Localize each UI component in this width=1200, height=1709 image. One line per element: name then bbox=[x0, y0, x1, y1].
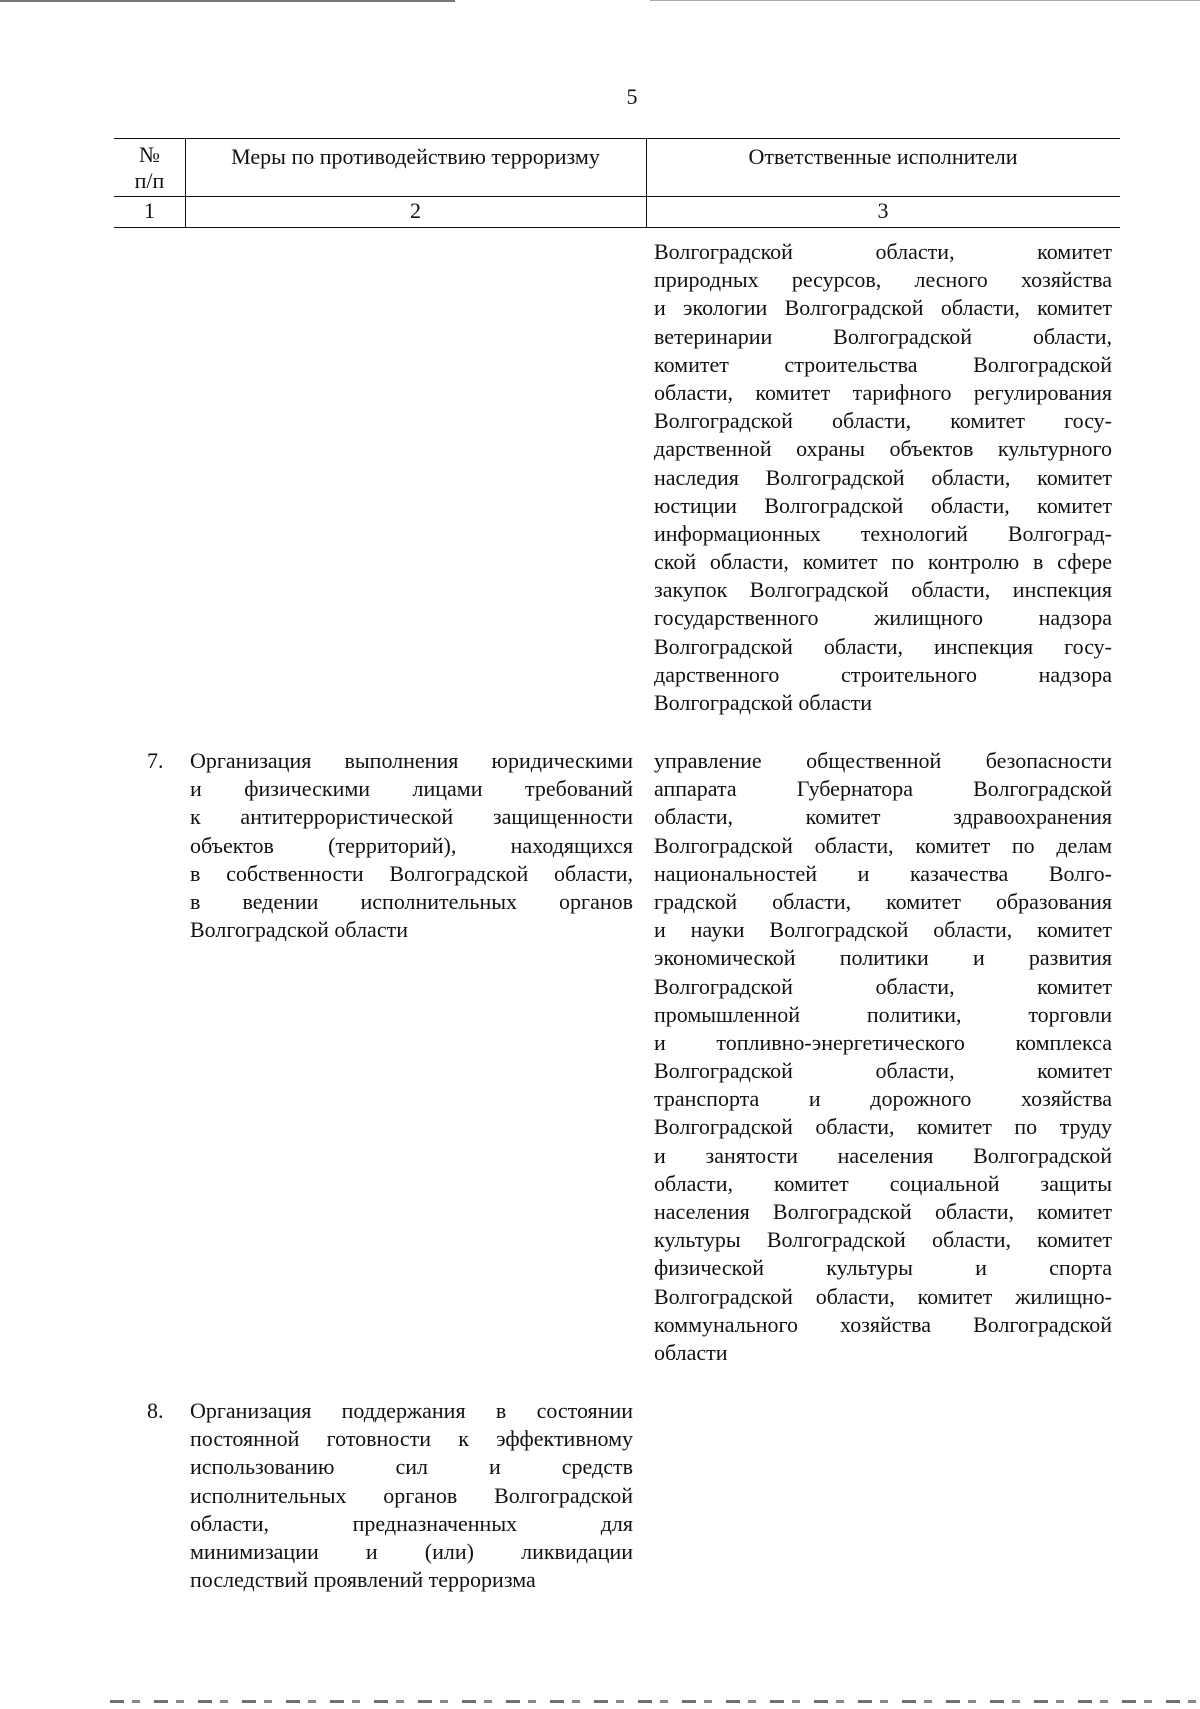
text-line: Волгоградской области bbox=[654, 690, 872, 715]
text-line: Организация выполнения юридическими bbox=[190, 748, 633, 773]
row-measure-text bbox=[190, 747, 633, 944]
text-line: области, комитет социальной защиты bbox=[654, 1170, 1112, 1196]
text-line: Волгоградской области, комитет по делам bbox=[654, 832, 1112, 858]
text-line: использованию сил и средств bbox=[190, 1454, 633, 1480]
text-line: комитет строительства Волгоградской bbox=[654, 351, 1112, 377]
scan-edge-top bbox=[0, 0, 455, 2]
text-line: последствий проявлений терроризма bbox=[190, 1567, 536, 1593]
text-line: Волгоградской области, комитет жилищно- bbox=[654, 1283, 1112, 1309]
text-line: дарственной охраны объектов культурного bbox=[654, 436, 1112, 462]
text-line: Волгоградской области, комитет по труду bbox=[654, 1114, 1112, 1140]
text-line: и физическими лицами требований bbox=[190, 776, 633, 802]
row-measure-text bbox=[190, 1397, 633, 1594]
text-line: информационных технологий Волгоград- bbox=[654, 520, 1112, 546]
header-mid-rule bbox=[114, 196, 1120, 197]
text-line: управление общественной безопасности bbox=[654, 748, 1112, 773]
text-line: и занятости населения Волгоградской bbox=[654, 1142, 1112, 1168]
text-line: наследия Волгоградской области, комитет bbox=[654, 464, 1112, 490]
text-line: транспорта и дорожного хозяйства bbox=[654, 1086, 1112, 1112]
text-line: аппарата Губернатора Волгоградской bbox=[654, 776, 1112, 802]
header-num-1: 1 bbox=[144, 198, 155, 223]
text-line: дарственного строительного надзора bbox=[654, 661, 1112, 687]
text-line: и топливно-энергетического комплекса bbox=[654, 1029, 1112, 1055]
page-number: 5 bbox=[626, 84, 638, 109]
text-line: Волгоградской области, комитет bbox=[654, 973, 1112, 999]
text-line: Волгоградской области, комитет bbox=[654, 239, 1112, 264]
text-line: культуры Волгоградской области, комитет bbox=[654, 1227, 1112, 1253]
text-line: Волгоградской области, комитет госу- bbox=[654, 408, 1112, 434]
text-line: области, комитет здравоохранения bbox=[654, 804, 1112, 830]
text-line: экономической политики и развития bbox=[654, 945, 1112, 971]
text-line: исполнительных органов Волгоградской bbox=[190, 1482, 633, 1508]
text-line: национальностей и казачества Волго- bbox=[654, 860, 1112, 886]
text-line: в ведении исполнительных органов bbox=[190, 888, 633, 914]
text-line: Волгоградской области, инспекция госу- bbox=[654, 633, 1112, 659]
row-number: 7. bbox=[147, 748, 164, 773]
text-line: физической культуры и спорта bbox=[654, 1255, 1112, 1281]
header-col-executors: Ответственные исполнители bbox=[748, 144, 1018, 169]
header-col-number bbox=[114, 142, 185, 194]
header-bottom-rule bbox=[114, 227, 1120, 228]
header-number-abbr: п/п bbox=[134, 168, 165, 193]
text-line: промышленной политики, торговли bbox=[654, 1001, 1112, 1027]
text-line: к антитеррористической защищенности bbox=[190, 804, 633, 830]
text-line: закупок Волгоградской области, инспекция bbox=[654, 577, 1112, 603]
text-line: объектов (территорий), находящихся bbox=[190, 832, 633, 858]
text-line: природных ресурсов, лесного хозяйства bbox=[654, 267, 1112, 293]
text-line: в собственности Волгоградской области, bbox=[190, 860, 633, 886]
text-line: области, предназначенных для bbox=[190, 1510, 633, 1536]
text-line: минимизации и (или) ликвидации bbox=[190, 1538, 633, 1564]
scan-edge-top-right bbox=[650, 0, 1200, 1]
row-number: 8. bbox=[147, 1398, 164, 1423]
text-line: Волгоградской области, комитет bbox=[654, 1058, 1112, 1084]
header-number-sign: № bbox=[139, 142, 160, 167]
text-line: юстиции Волгоградской области, комитет bbox=[654, 492, 1112, 518]
text-line: градской области, комитет образования bbox=[654, 888, 1112, 914]
header-col-measures: Меры по противодействию терроризму bbox=[231, 144, 600, 169]
header-top-rule bbox=[114, 138, 1120, 139]
text-line: коммунального хозяйства Волгоградской bbox=[654, 1311, 1112, 1337]
text-line: и экологии Волгоградской области, комитет bbox=[654, 295, 1112, 321]
header-num-2: 2 bbox=[410, 198, 421, 223]
text-line: Организация поддержания в состоянии bbox=[190, 1398, 633, 1423]
scan-edge-bottom bbox=[110, 1700, 1200, 1703]
table-header bbox=[114, 138, 1120, 228]
text-line: Волгоградской области bbox=[190, 917, 408, 943]
text-line: постоянной готовности к эффективному bbox=[190, 1426, 633, 1452]
text-line: государственного жилищного надзора bbox=[654, 605, 1112, 631]
text-line: области bbox=[654, 1339, 728, 1365]
text-line: и науки Волгоградской области, комитет bbox=[654, 917, 1112, 943]
header-num-3: 3 bbox=[877, 198, 889, 223]
text-line: ветеринарии Волгоградской области, bbox=[654, 323, 1112, 349]
row-executors-text bbox=[654, 747, 1112, 1367]
text-line: населения Волгоградской области, комитет bbox=[654, 1199, 1112, 1224]
text-line: ской области, комитет по контролю в сфере bbox=[654, 549, 1112, 575]
continuation-executors bbox=[654, 238, 1112, 717]
text-line: области, комитет тарифного регулирования bbox=[654, 379, 1112, 405]
